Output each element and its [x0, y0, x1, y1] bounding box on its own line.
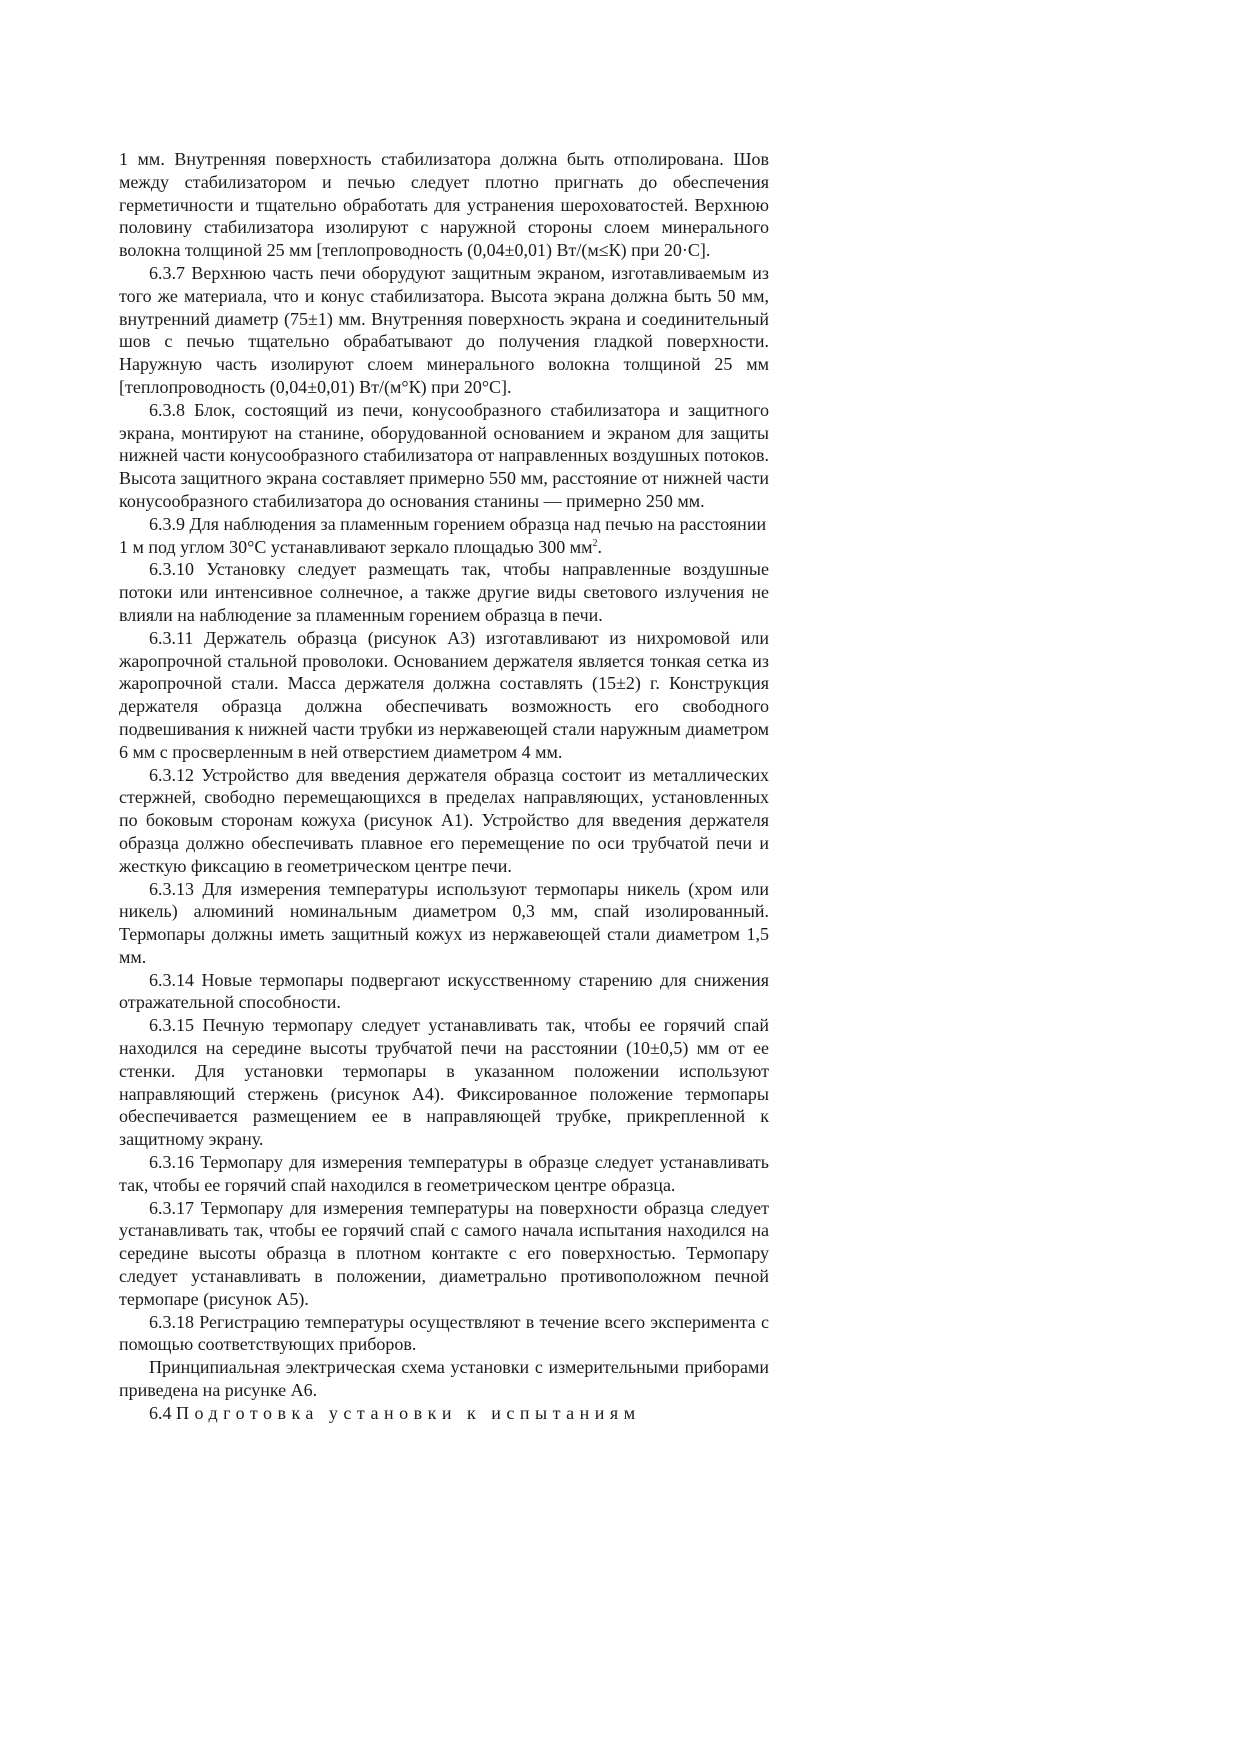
paragraph-6-3-8: 6.3.8 Блок, состоящий из печи, конусообразного стабилизатора и защитного экрана, монтируют на станине, оборудованной основанием и экраном для защиты нижней части конусообразного стабилизатора от направленных воздушных потоков. Высота защитного экрана составляет примерно 550 мм, расстояние от нижней части конусообразного стабилизатора до основания станины — примерно 250 мм.: [119, 399, 769, 511]
paragraph-6-3-16: 6.3.16 Термопару для измерения температуры в образце следует устанавливать так, чтобы ее горячий спай находился в геометрическом центре образца.: [119, 1152, 769, 1195]
paragraph-6-3-10: 6.3.10 Установку следует размещать так, чтобы направленные воздушные потоки или интенсивное солнечное, а также другие виды светового излучения не влияли на наблюдение за пламенным горением образца в печи.: [119, 559, 769, 625]
section-title: Подготовка установки к испытаниям: [176, 1402, 641, 1423]
paragraph-6-3-9-text: 6.3.9 Для наблюдения за пламенным горением образца над печью на расстоянии 1 м под углом 30°С устанавливают зеркало площадью 300 мм: [119, 513, 767, 557]
paragraph-6-3-12: 6.3.12 Устройство для введения держателя образца состоит из металлических стержней, свободно перемещающихся в пределах направляющих, установленных по боковым сторонам кожуха (рисунок А1). Устройство для введения держателя образца должно обеспечивать плавное его перемещение по оси трубчатой печи и жесткую фиксацию в геометрическом центре печи.: [119, 764, 769, 876]
paragraph-6-3-7: 6.3.7 Верхнюю часть печи оборудуют защитным экраном, изготавливаемым из того же материала, что и конус стабилизатора. Высота экрана должна быть 50 мм, внутренний диаметр (75±1) мм. Внутренняя поверхность экрана и соединительный шов с печью тщательно обрабатывают до получения гладкой поверхности. Наружную часть изолируют слоем минерального волокна толщиной 25 мм [теплопроводность (0,04±0,01) Вт/(м°К) при 20°С].: [119, 262, 769, 397]
document-page: [119, 148, 769, 1425]
paragraph-schema: Принципиальная электрическая схема установки с измерительными приборами приведена на рисунке А6.: [119, 1357, 769, 1401]
paragraph-6-3-14: 6.3.14 Новые термопары подвергают искусственному старению для снижения отражательной способности.: [119, 969, 769, 1013]
paragraph-6-3-18: 6.3.18 Регистрацию температуры осуществляют в течение всего эксперимента с помощью соответствующих приборов.: [119, 1311, 769, 1355]
paragraph-intro: 1 мм. Внутренняя поверхность стабилизатора должна быть отполирована. Шов между стабилизатором и печью следует плотно пригнать до обеспечения герметичности и тщательно обработать для устранения шероховатостей. Верхнюю половину стабилизатора изолируют с наружной стороны слоем минерального волокна толщиной 25 мм [теплопроводность (0,04±0,01) Вт/(м≤К) при 20·С].: [119, 149, 769, 261]
paragraph-6-3-15: 6.3.15 Печную термопару следует устанавливать так, чтобы ее горячий спай находился на середине высоты трубчатой печи на расстоянии (10±0,5) мм от ее стенки. Для установки термопары в указанном положении используют направляющий стержень (рисунок А4). Фиксированное положение термопары обеспечивается размещением ее в направляющей трубке, прикрепленной к защитному экрану.: [119, 1015, 769, 1150]
paragraph-6-3-9-tail: .: [597, 536, 603, 557]
section-number: 6.4: [149, 1402, 172, 1423]
paragraph-6-3-13: 6.3.13 Для измерения температуры используют термопары никель (хром или никель) алюминий номинальным диаметром 0,3 мм, спай изолированный. Термопары должны иметь защитный кожух из нержавеющей стали диаметром 1,5 мм.: [119, 878, 769, 967]
paragraph-6-3-17: 6.3.17 Термопару для измерения температуры на поверхности образца следует устанавливать так, чтобы ее горячий спай с самого начала испытания находился на середине высоты образца в плотном контакте с его поверхностью. Термопару следует устанавливать в положении, диаметрально противоположном печной термопаре (рисунок А5).: [119, 1197, 769, 1309]
paragraph-6-3-11: 6.3.11 Держатель образца (рисунок А3) изготавливают из нихромовой или жаропрочной стальной проволоки. Основанием держателя является тонкая сетка из жаропрочной стали. Масса держателя должна составлять (15±2) г. Конструкция держателя образца должна обеспечивать возможность его свободного подвешивания к нижней части трубки из нержавеющей стали наружным диаметром 6 мм с просверленным в ней отверстием диаметром 4 мм.: [119, 627, 769, 762]
paragraph-6-3-9: [119, 513, 769, 559]
superscript-square: 2: [592, 537, 598, 549]
section-heading: [119, 1402, 769, 1425]
